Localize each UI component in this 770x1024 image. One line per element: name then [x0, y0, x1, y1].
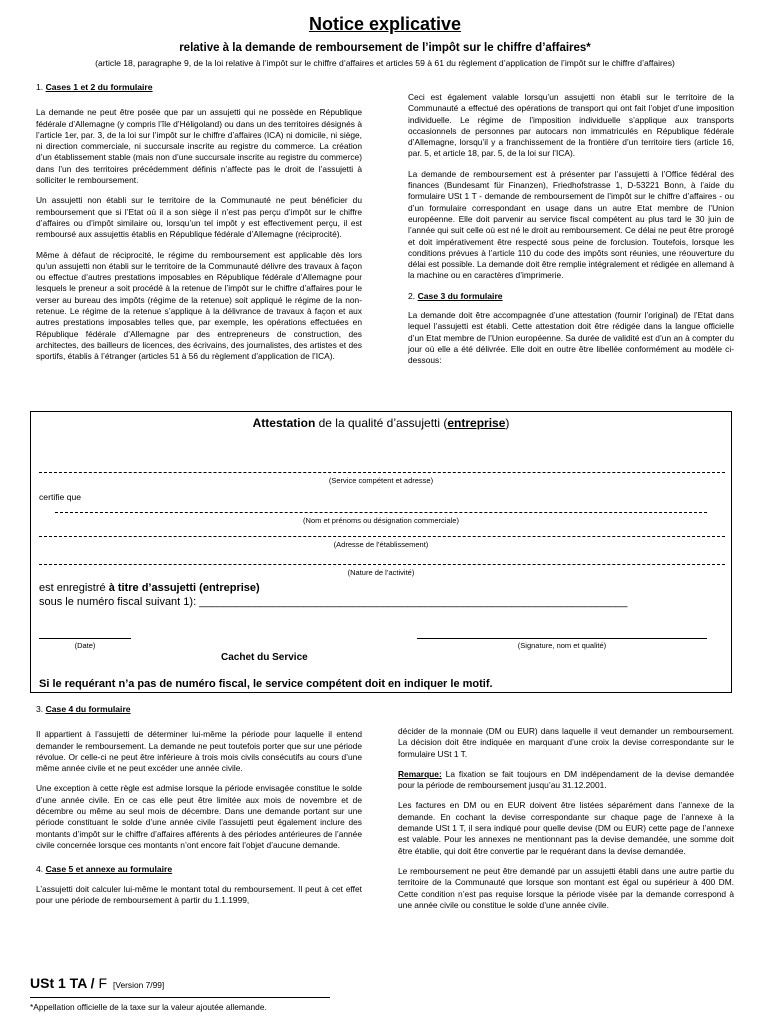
- service-stamp-label: Cachet du Service: [221, 652, 308, 663]
- section-2-title: Case 3 du formulaire: [417, 290, 503, 301]
- form-reference: [30, 975, 164, 991]
- attestation-title-entreprise: entreprise: [447, 416, 506, 430]
- form-language: F: [98, 975, 108, 991]
- section-1-left-column: [36, 82, 362, 372]
- missing-tax-number-note: Si le requérant n’a pas de numéro fiscal, le service compétent doit en indiquer le motif.: [39, 678, 493, 690]
- date-caption: (Date): [74, 641, 96, 650]
- attestation-model-box: [30, 411, 732, 693]
- remark-label: Remarque:: [398, 768, 442, 779]
- legal-reference-note: (article 18, paragraphe 9, de la loi relative à l’impôt sur le chiffre d’affaires et articles 59 à 61 du règlement d’application de l’impôt sur le chiffre d’affaires): [95, 58, 675, 68]
- name-caption: (Nom et prénoms ou désignation commerciale): [303, 516, 459, 525]
- section-3-paragraph-3: décider de la monnaie (DM ou EUR) dans laquelle il veut demander un remboursement. La décision doit être indiquée en marquant d’une croix la devise correspondante sur le formulaire USt 1 T.: [398, 726, 734, 759]
- date-line: [39, 638, 131, 639]
- address-line: [39, 536, 725, 537]
- section-4-paragraph-1: L’assujetti doit calculer lui-même le montant total du remboursement. Il peut à cet effet pour une période de remboursement à partir du 1.1.1999,: [36, 883, 362, 905]
- form-code: USt 1 TA /: [30, 975, 99, 991]
- document-subtitle: relative à la demande de remboursement de l’impôt sur le chiffre d’affaires*: [179, 42, 591, 54]
- name-line: [55, 512, 707, 513]
- signature-line: [417, 638, 707, 639]
- section-1-number: 1.: [36, 82, 44, 92]
- attestation-title: [31, 416, 731, 430]
- section-3-paragraph-5: Les factures en DM ou en EUR doivent être listées séparément dans l’annexe de la demande. En cochant la devise correspondante sur chaque page de l’annexe à la demande USt 1 T, il sera indiqué pour quelle devise (DM ou EUR) cette page de l’annexe est valable. Pour les annexes ne mentionnant pas la devise demandée, une somme doit être établie, qui doit être convertie par le requérant dans la devise demandée.: [398, 800, 734, 856]
- section-1-paragraph-5: La demande de remboursement est à présenter par l’assujetti à l’Office fédéral des finances (Bundesamt für Finanzen), Friedhofstrasse 1, D-53221 Bonn, à l’aide du formulaire USt 1 T - demande de remboursement de l’impôt sur le chiffre d’affaires - ou d’un formulaire correspondant en usage dans un autre Etat membre de l’Union européenne. Elle doit parvenir au service fiscal compétent au plus tard le 30 juin de l’année qui suit celle où est né le droit au remboursement. Ce délai ne peut être prorogé et doit impérativement être respecté sous peine de forclusion. Toutefois, lorsque les conditions prévues à l’article 110 du code des impôts sont réunies, une réouverture du délai est possible. La demande doit être remplie intégralement et rédigée en allemand à la machine ou en caractères d’imprimerie.: [408, 168, 734, 281]
- activity-caption: (Nature de l’activité): [347, 568, 415, 577]
- section-1-paragraph-4: Ceci est également valable lorsqu’un assujetti non établi sur le territoire de la Communauté a effectué des opérations de transport qui ont fait l’objet d’une imposition individuelle. Le régime de l’imposition individuelle s’applique aux transports occasionnels de personnes par autocars non immatriculés en République fédérale d’Allemagne, lorsqu’il y a franchissement de la frontière d’un territoire tiers (article 16, par. 5, et article 18, par. 5, de la loi sur l’ICA).: [408, 92, 734, 159]
- section-1-title: Cases 1 et 2 du formulaire: [45, 82, 153, 92]
- section-1-paragraph-2: Un assujetti non établi sur le territoire de la Communauté ne peut bénéficier du remboursement que si l’Etat où il a son siège il n’est pas perçu d’impôt sur le chiffre d’affaires ou d’impôt similaire ou, lorsqu’un tel impôt y est effectivement perçu, il est remboursé aux assujettis établis en République fédérale d’Allemagne (réciprocité).: [36, 195, 362, 240]
- attestation-title-middle: de la qualité d’assujetti (: [315, 416, 448, 430]
- section-1-paragraph-1: La demande ne peut être posée que par un assujetti qui ne possède en République fédérale d’Allemagne (y compris l’île d’Héligoland) ou dans un des territoires désignés à l’article 1er, par. 3, de la loi sur l’impôt sur le chiffre d’affaires (ICA) ni domicile, ni siège, ni direction commerciale, ni succursale inscrite au registre du commerce. La création d’un établissement stable (mais non d’une succursale inscrite au registre du commerce) dans l’un des territoires précédemment définis n’affecte pas le droit de l’assujetti à solliciter le remboursement.: [36, 107, 362, 186]
- signature-caption: (Signature, nom et qualité): [517, 641, 607, 650]
- footnote-divider: [30, 997, 330, 998]
- section-3-right-column: [398, 726, 734, 920]
- service-caption: (Service compétent et adresse): [328, 476, 434, 485]
- form-version: [Version 7/99]: [113, 980, 165, 990]
- registration-statement-lead: est enregistré: [39, 582, 109, 594]
- section-4-number: 4.: [36, 864, 44, 875]
- address-caption: (Adresse de l’établissement): [333, 540, 429, 549]
- attestation-title-close: ): [505, 416, 510, 430]
- section-3-heading: [36, 704, 362, 715]
- activity-line: [39, 564, 725, 565]
- certifie-label: certifie que: [39, 492, 82, 502]
- section-3-paragraph-6: Le remboursement ne peut être demandé par un assujetti établi dans une autre partie du territoire de la Communauté que lorsque son montant est égal ou supérieur à 400 DM. Cette condition n’est pas requise lorsque la période visée par la demande correspond à une année civile ou constitue le solde d’une année civile.: [398, 865, 734, 910]
- footnote: *Appellation officielle de la taxe sur la valeur ajoutée allemande.: [30, 1002, 267, 1012]
- section-3-remark: [398, 769, 734, 792]
- section-4-heading: [36, 864, 362, 875]
- section-3-left-column: [36, 704, 362, 915]
- document-title: Notice explicative: [308, 14, 462, 34]
- section-1-right-column: [408, 92, 734, 376]
- service-line: [39, 472, 725, 473]
- section-2-heading: [408, 291, 734, 302]
- section-4-title: Case 5 et annexe au formulaire: [45, 864, 173, 875]
- section-1-paragraph-3: Même à défaut de réciprocité, le régime du remboursement est applicable dès lors qu’un assujetti non établi sur le territoire de la Communauté délivre des travaux à façon ou effectue d’autres prestations imposables en République fédérale d’Allemagne pour lesquels le preneur a soit procédé à la retenue de l’impôt sur le chiffre d’affaires pour le verser au bureau des impôts (régime de la retenue) soit appliqué le régime de la non-retenue. Le régime de la retenue s’applique à la délivrance de travaux à façon et aux autres prestations imposables telles que, par exemple, les opérations effectuées en République fédérale d’Allemagne par des entrepreneurs de construction, des architectes, des bailleurs de licences, des écrivains, des journalistes, des artistes et des sportifs, établis à l’étranger (articles 51 à 56 du règlement d’application de l’ICA).: [36, 249, 362, 362]
- registration-statement-strong: à titre d’assujetti (entreprise): [108, 582, 260, 594]
- section-3-paragraph-2: Une exception à cette règle est admise lorsque la période envisagée constitue le solde d’une année civile. En ce cas elle peut être limitée aux mois de novembre et de décembre ou même au seul mois de décembre. Dans une demande portant sur une période constituant le solde d’une année civile l’assujetti peut également inclure des montants d’impôt sur le chiffre d’affaires afférents à des périodes antérieures de l’année civile concernée lorsque ces montants n’ont encore fait l’objet d’aucune demande.: [36, 783, 362, 850]
- attestation-title-strong: Attestation: [252, 416, 316, 430]
- section-3-paragraph-1: Il appartient à l’assujetti de déterminer lui-même la période pour laquelle il entend demander le remboursement. La demande ne peut toutefois porter que sur une période révolue. Or celle-ci ne peut être inférieure à trois mois civils consécutifs au cours d’une même année civile et ne peut excéder une année civile.: [36, 729, 362, 774]
- section-3-title: Case 4 du formulaire: [45, 704, 131, 714]
- tax-number-line: sous le numéro fiscal suivant 1): ______________________________________________________________________: [39, 596, 628, 608]
- section-3-number: 3.: [36, 704, 44, 714]
- registration-statement: [39, 582, 260, 594]
- remark-text: La fixation se fait toujours en DM indépendament de la devise demandée pour la période de remboursement jusqu’au 31.12.2001.: [398, 768, 734, 791]
- section-2-number: 2.: [408, 290, 416, 301]
- section-2-paragraph-1: La demande doit être accompagnée d’une attestation (fournir l’original) de l’Etat dans lequel l’assujetti est établi. Cette attestation doit être rédigée dans la langue officielle d’un Etat membre de l’Union européenne. Sa durée de validité est d’un an à compter du jour où elle a été délivrée. Elle doit en outre être libellée conformément au modèle ci-dessous:: [408, 310, 734, 366]
- section-1-heading: [36, 82, 362, 93]
